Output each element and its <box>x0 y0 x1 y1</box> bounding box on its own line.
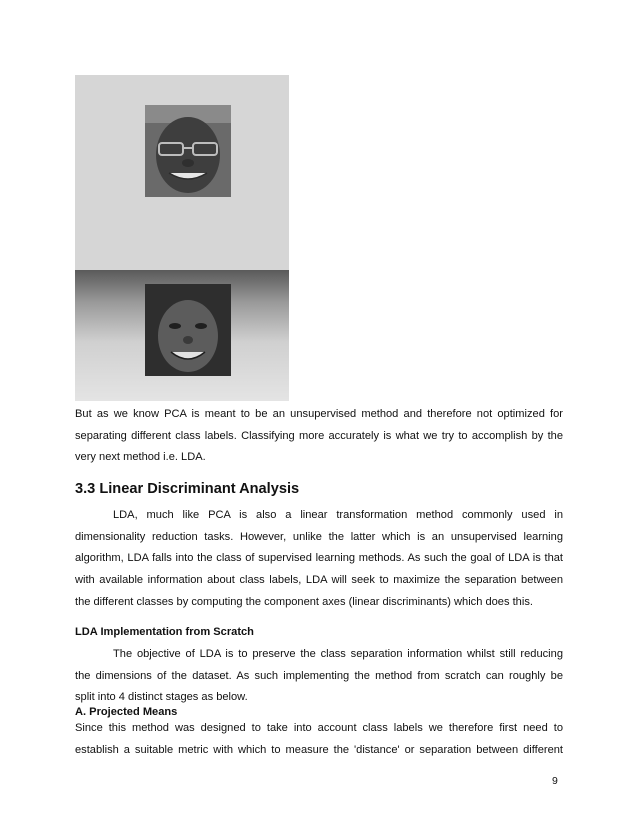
text-line: Since this method was designed to take into account class labels we therefore first need to <box>75 722 563 734</box>
text-line: dimensionality reduction tasks. However, unlike the latter which is an unsupervised learning <box>75 530 563 543</box>
text-line: the different classes by computing the component axes (linear discriminants) which does this. <box>75 595 533 608</box>
text-line: very next method i.e. LDA. <box>75 451 206 464</box>
subsubsection-heading: A. Projected Means <box>75 706 178 718</box>
subsubsection-paragraph <box>75 718 563 761</box>
text-line: with available information about class labels, LDA will seek to maximize the separation between <box>75 574 563 587</box>
section-paragraph <box>75 505 563 614</box>
text-line: But as we know PCA is meant to be an unsupervised method and therefore not optimized for <box>75 408 563 420</box>
face-image-2 <box>145 284 231 376</box>
text-line: LDA, much like PCA is also a linear transformation method commonly used in <box>113 509 563 521</box>
text-line: split into 4 distinct stages as below. <box>75 691 248 704</box>
text-line: separating different class labels. Classifying more accurately is what we try to accomplish by the <box>75 429 563 442</box>
text-line: the dimensions of the dataset. As such implementing the method from scratch can roughly be <box>75 669 563 682</box>
section-heading: 3.3 Linear Discriminant Analysis <box>75 481 300 497</box>
page-number: 9 <box>552 775 558 787</box>
text-line: algorithm, LDA falls into the class of supervised learning methods. As such the goal of LDA is that <box>75 552 563 565</box>
intro-paragraph <box>75 404 563 469</box>
text-line: establish a suitable metric with which to measure the 'distance' or separation between different <box>75 743 563 756</box>
subsection-paragraph <box>75 644 563 709</box>
text-line: The objective of LDA is to preserve the class separation information whilst still reducing <box>113 648 563 660</box>
face-figure <box>75 75 289 401</box>
subsection-heading: LDA Implementation from Scratch <box>75 626 254 638</box>
face-image-1 <box>145 105 231 197</box>
